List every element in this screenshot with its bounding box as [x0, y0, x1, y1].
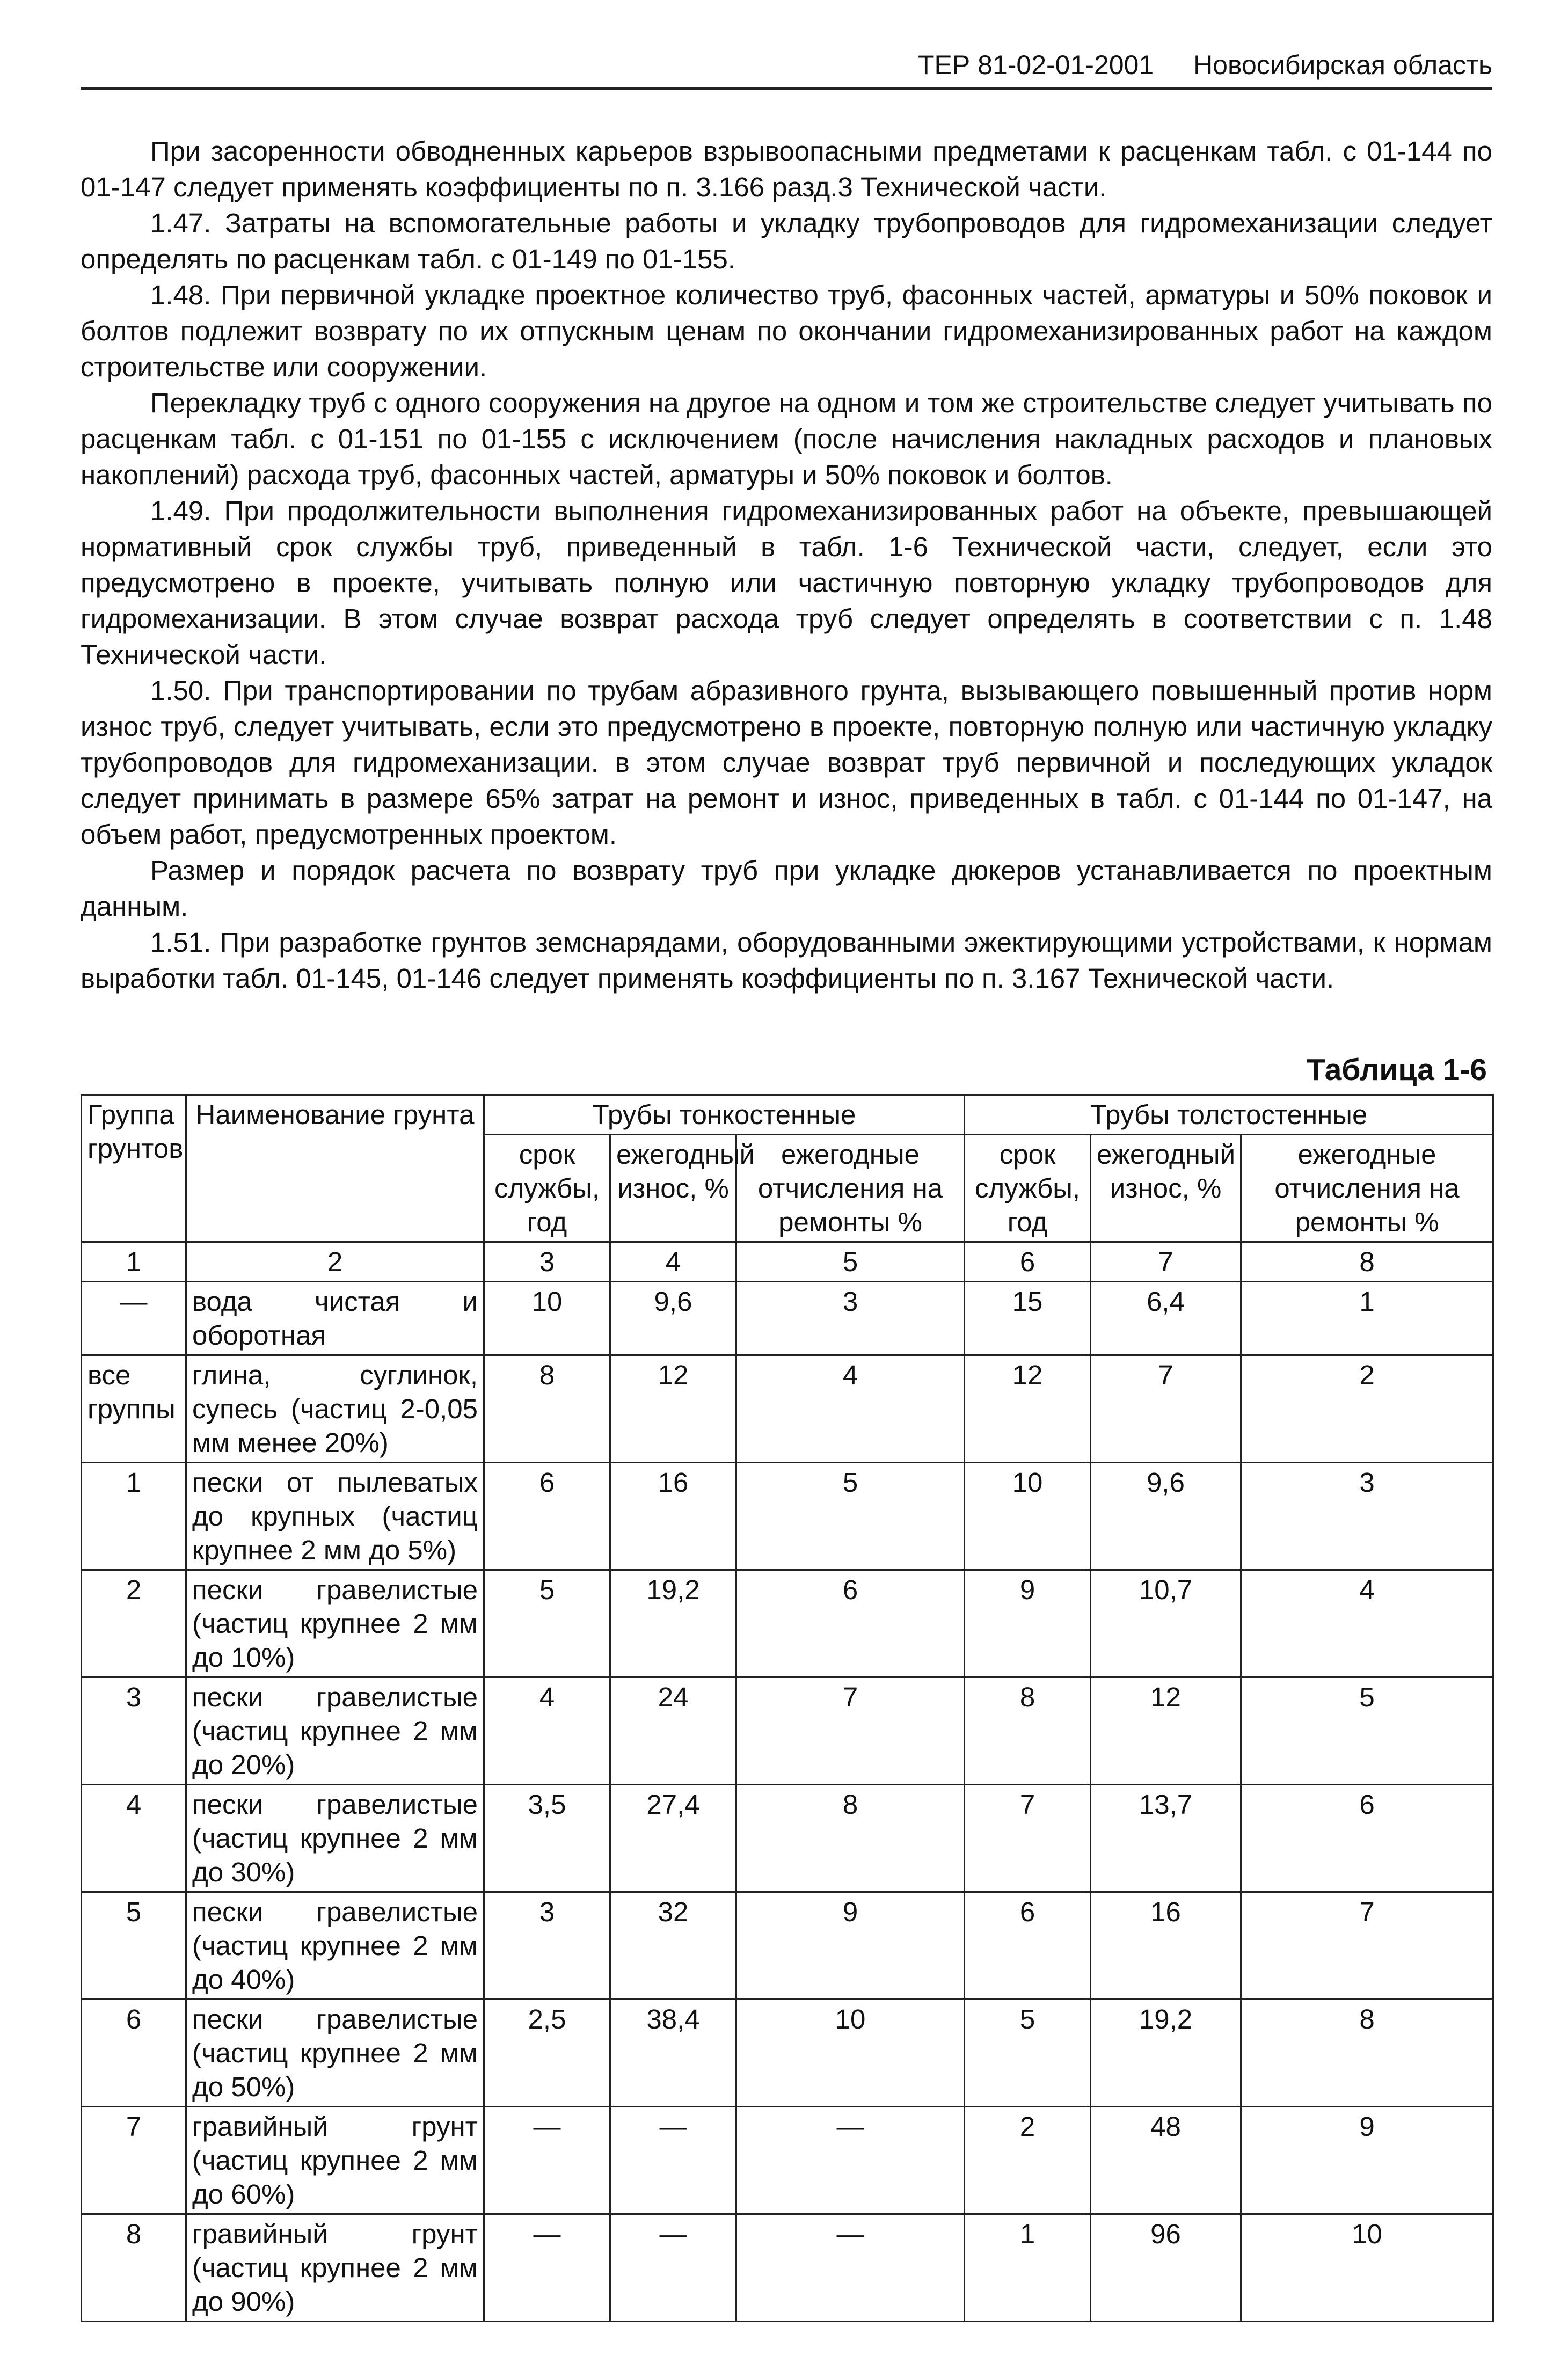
paragraph: 1.49. При продолжительности выполнения гидромеханизированных работ на объекте, превышающей нормативный срок службы труб, приведенный в табл. 1-6 Технической части, следует, если это предусмотрено в проекте, учитывать полную или частичную повторную укладку трубопроводов для гидромеханизации. В этом случае возврат расхода труб следует определять в соответствии с п. 1.48 Технической части. [81, 495, 1492, 670]
header-group: Группа грунтов [82, 1095, 186, 1242]
cell-value: 24 [610, 1677, 736, 1785]
paragraph: Размер и порядок расчета по возврату труб при укладке дюкеров устанавливается по проектным данным. [81, 855, 1492, 922]
cell-group: 1 [82, 1463, 186, 1570]
header-thick-service: срок службы, год [965, 1135, 1091, 1242]
paragraph: 1.50. При транспортировании по трубам абразивного грунта, вызывающего повышенный против норм износ труб, следует учитывать, если это предусмотрено в проекте, повторную полную или частичную укладку трубопроводов для гидромеханизации. в этом случае возврат труб первичной и последующих укладок следует принимать в размере 65% затрат на ремонт и износ, приведенных в табл. с 01-144 по 01-147, на объем работ, предусмотренных проектом. [81, 675, 1492, 850]
cell-name: пески гравелистые (частиц крупнее 2 мм до 20%) [186, 1677, 484, 1785]
cell-value: 8 [1241, 2000, 1493, 2107]
table-caption: Таблица 1-6 [1307, 1053, 1487, 1087]
cell-value: 3 [484, 1892, 610, 2000]
cell-value: 8 [965, 1677, 1091, 1785]
column-number: 5 [736, 1242, 965, 1282]
cell-value: 19,2 [1091, 2000, 1241, 2107]
cell-value: — [610, 2107, 736, 2214]
cell-group: 5 [82, 1892, 186, 2000]
cell-value: 10 [965, 1463, 1091, 1570]
cell-value: 1 [1241, 1282, 1493, 1355]
cell-value: 12 [965, 1355, 1091, 1463]
cell-value: 12 [1091, 1677, 1241, 1785]
cell-value: 6 [965, 1892, 1091, 2000]
table-head [82, 1095, 1493, 1282]
cell-value: 13,7 [1091, 1785, 1241, 1892]
pipe-service-table [81, 1094, 1494, 2322]
column-number: 3 [484, 1242, 610, 1282]
cell-value: 9,6 [1091, 1463, 1241, 1570]
cell-group: 8 [82, 2214, 186, 2322]
cell-value: 4 [484, 1677, 610, 1785]
cell-name: пески гравелистые (частиц крупнее 2 мм до 30%) [186, 1785, 484, 1892]
column-number-row [82, 1242, 1493, 1282]
cell-value: 15 [965, 1282, 1091, 1355]
cell-value: 8 [484, 1355, 610, 1463]
cell-value: 10 [736, 2000, 965, 2107]
cell-value: 8 [736, 1785, 965, 1892]
cell-value: 9 [965, 1570, 1091, 1677]
cell-value: 3 [1241, 1463, 1493, 1570]
table-body [82, 1282, 1493, 2322]
table-row [82, 1570, 1493, 1677]
cell-value: 16 [1091, 1892, 1241, 2000]
cell-group: все группы [82, 1355, 186, 1463]
cell-group: 4 [82, 1785, 186, 1892]
table-row [82, 2214, 1493, 2322]
header-name: Наименование грунта [186, 1095, 484, 1242]
region-name: Новосибирская область [1193, 50, 1492, 80]
cell-value: 3 [736, 1282, 965, 1355]
header-thick: Трубы толстостенные [965, 1095, 1493, 1135]
page-header [81, 49, 1492, 90]
header-thick-wear: ежегодный износ, % [1091, 1135, 1241, 1242]
paragraph: 1.48. При первичной укладке проектное количество труб, фасонных частей, арматуры и 50% поковок и болтов подлежит возврату по их отпускным ценам по окончании гидромеханизированных работ на каждом строительстве или сооружении. [81, 280, 1492, 382]
header-thin-repair: ежегодные отчисления на ремонты % [736, 1135, 965, 1242]
cell-value: 19,2 [610, 1570, 736, 1677]
column-number: 4 [610, 1242, 736, 1282]
cell-value: 12 [610, 1355, 736, 1463]
column-number: 8 [1241, 1242, 1493, 1282]
column-number: 6 [965, 1242, 1091, 1282]
column-number: 1 [82, 1242, 186, 1282]
header-thick-repair: ежегодные отчисления на ремонты % [1241, 1135, 1493, 1242]
cell-value: 5 [965, 2000, 1091, 2107]
cell-value: 27,4 [610, 1785, 736, 1892]
cell-value: 32 [610, 1892, 736, 2000]
paragraph: При засоренности обводненных карьеров взрывоопасными предметами к расценкам табл. с 01-144 по 01-147 следует применять коэффициенты по п. 3.166 разд.3 Технической части. [81, 136, 1492, 202]
column-number: 2 [186, 1242, 484, 1282]
header-thin: Трубы тонкостенные [484, 1095, 965, 1135]
cell-name: гравийный грунт (частиц крупнее 2 мм до 60%) [186, 2107, 484, 2214]
cell-value: 7 [736, 1677, 965, 1785]
table-row [82, 1355, 1493, 1463]
cell-value: 6 [736, 1570, 965, 1677]
header-thin-wear: ежегодный износ, % [610, 1135, 736, 1242]
table-row [82, 1677, 1493, 1785]
table-row [82, 2107, 1493, 2214]
cell-value: — [736, 2107, 965, 2214]
table-row [82, 1785, 1493, 1892]
cell-name: пески гравелистые (частиц крупнее 2 мм до 50%) [186, 2000, 484, 2107]
cell-group: — [82, 1282, 186, 1355]
table-row [82, 1463, 1493, 1570]
cell-value: 2 [1241, 1355, 1493, 1463]
cell-value: 5 [736, 1463, 965, 1570]
cell-group: 2 [82, 1570, 186, 1677]
column-number: 7 [1091, 1242, 1241, 1282]
cell-name: вода чистая и оборотная [186, 1282, 484, 1355]
cell-value: 1 [965, 2214, 1091, 2322]
cell-group: 3 [82, 1677, 186, 1785]
cell-value: 4 [1241, 1570, 1493, 1677]
table-row [82, 1892, 1493, 2000]
document-code: ТЕР 81-02-01-2001 [918, 50, 1154, 80]
cell-name: глина, суглинок, супесь (частиц 2-0,05 мм менее 20%) [186, 1355, 484, 1463]
cell-value: 96 [1091, 2214, 1241, 2322]
cell-value: 10 [484, 1282, 610, 1355]
cell-group: 6 [82, 2000, 186, 2107]
cell-value: 16 [610, 1463, 736, 1570]
cell-value: 2,5 [484, 2000, 610, 2107]
cell-value: 9 [1241, 2107, 1493, 2214]
cell-name: пески гравелистые (частиц крупнее 2 мм до 10%) [186, 1570, 484, 1677]
cell-value: 7 [1241, 1892, 1493, 2000]
paragraph: 1.51. При разработке грунтов земснарядами, оборудованными эжектирующими устройствами, к нормам выработки табл. 01-145, 01-146 следует применять коэффициенты по п. 3.167 Технической части. [81, 927, 1492, 994]
cell-value: — [484, 2214, 610, 2322]
header-thin-service: срок службы, год [484, 1135, 610, 1242]
cell-value: 7 [965, 1785, 1091, 1892]
paragraph: 1.47. Затраты на вспомогательные работы и укладку трубопроводов для гидромеханизации следует определять по расценкам табл. с 01-149 по 01-155. [81, 208, 1492, 274]
cell-value: 7 [1091, 1355, 1241, 1463]
cell-value: — [736, 2214, 965, 2322]
cell-name: пески гравелистые (частиц крупнее 2 мм до 40%) [186, 1892, 484, 2000]
cell-value: 48 [1091, 2107, 1241, 2214]
table-row [82, 2000, 1493, 2107]
cell-value: 10,7 [1091, 1570, 1241, 1677]
cell-value: 4 [736, 1355, 965, 1463]
table-row [82, 1282, 1493, 1355]
cell-value: 3,5 [484, 1785, 610, 1892]
cell-value: 2 [965, 2107, 1091, 2214]
cell-value: 10 [1241, 2214, 1493, 2322]
cell-value: — [610, 2214, 736, 2322]
cell-value: 6 [1241, 1785, 1493, 1892]
cell-name: пески от пылеватых до крупных (частиц крупнее 2 мм до 5%) [186, 1463, 484, 1570]
cell-value: 5 [1241, 1677, 1493, 1785]
body-text [81, 133, 1492, 996]
cell-value: 6,4 [1091, 1282, 1241, 1355]
cell-value: 9 [736, 1892, 965, 2000]
cell-value: 38,4 [610, 2000, 736, 2107]
cell-name: гравийный грунт (частиц крупнее 2 мм до 90%) [186, 2214, 484, 2322]
cell-value: — [484, 2107, 610, 2214]
cell-value: 9,6 [610, 1282, 736, 1355]
paragraph: Перекладку труб с одного сооружения на другое на одном и том же строительстве следует учитывать по расценкам табл. с 01-151 по 01-155 с исключением (после начисления накладных расходов и плановых накоплений) расхода труб, фасонных частей, арматуры и 50% поковок и болтов. [81, 388, 1492, 490]
cell-group: 7 [82, 2107, 186, 2214]
cell-value: 5 [484, 1570, 610, 1677]
cell-value: 6 [484, 1463, 610, 1570]
